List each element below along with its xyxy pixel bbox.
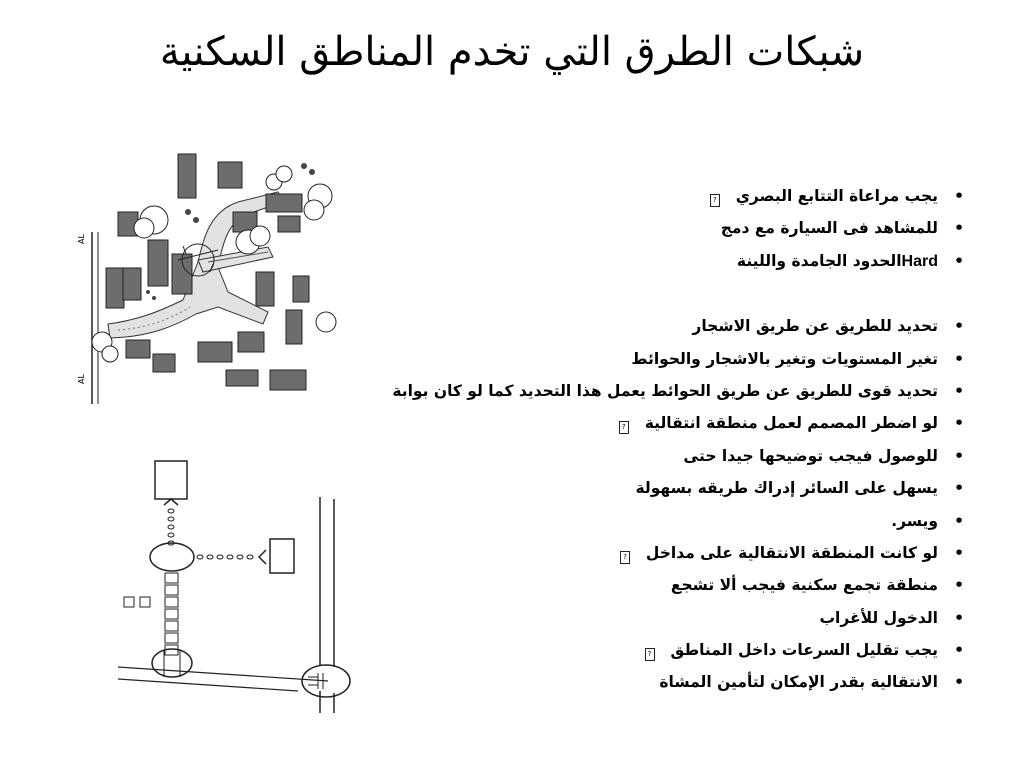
missing-glyph-icon: ? <box>645 648 655 661</box>
bullet-item: • يجب تقليل السرعات داخل المناطق? <box>368 634 968 666</box>
site-plan-label-bottom: AL <box>77 374 86 384</box>
bullet-item: • تحديد قوى للطريق عن طريق الحوائط يعمل هذا التحديد كما لو كان بوابة <box>368 375 968 407</box>
bullet-item: • لو كانت المنطقة الانتقالية على مداخل? <box>368 537 968 569</box>
bullet-item: • يسهل على السائر إدراك طريقه بسهولة <box>368 472 968 504</box>
transition-zone-diagram <box>118 455 366 715</box>
missing-glyph-icon: ? <box>619 421 629 434</box>
site-plan-figure <box>78 142 340 410</box>
bullet-item: • منطقة تجمع سكنية فيجب ألا تشجع <box>368 569 968 601</box>
bullet-item: • الدخول للأغراب <box>368 602 968 634</box>
bullet-item: • لو اضطر المصمم لعمل منطقة انتقالية? <box>368 407 968 439</box>
bullet-item: • ويسر. <box>368 505 968 537</box>
bullet-item: • تغير المستويات وتغير بالاشجار والحوائط <box>368 343 968 375</box>
bullet-item: • يجب مراعاة التتابع البصري? <box>368 180 968 212</box>
missing-glyph-icon: ? <box>620 551 630 564</box>
slide-title: شبكات الطرق التي تخدم المناطق السكنية <box>159 29 865 75</box>
bullet-item: • الانتقالية بقدر الإمكان لتأمين المشاة <box>368 666 968 698</box>
bullet-list <box>368 180 968 699</box>
site-plan-label-top: AL <box>77 234 86 244</box>
bullet-item: • للوصول فيجب توضيحها جيدا حتى <box>368 440 968 472</box>
bullet-item: • Hardالحدود الجامدة واللينة <box>368 245 968 277</box>
missing-glyph-icon: ? <box>710 194 720 207</box>
bullet-item: • للمشاهد فى السيارة مع دمج <box>368 212 968 244</box>
bullet-item: • تحديد للطريق عن طريق الاشجار <box>368 310 968 342</box>
